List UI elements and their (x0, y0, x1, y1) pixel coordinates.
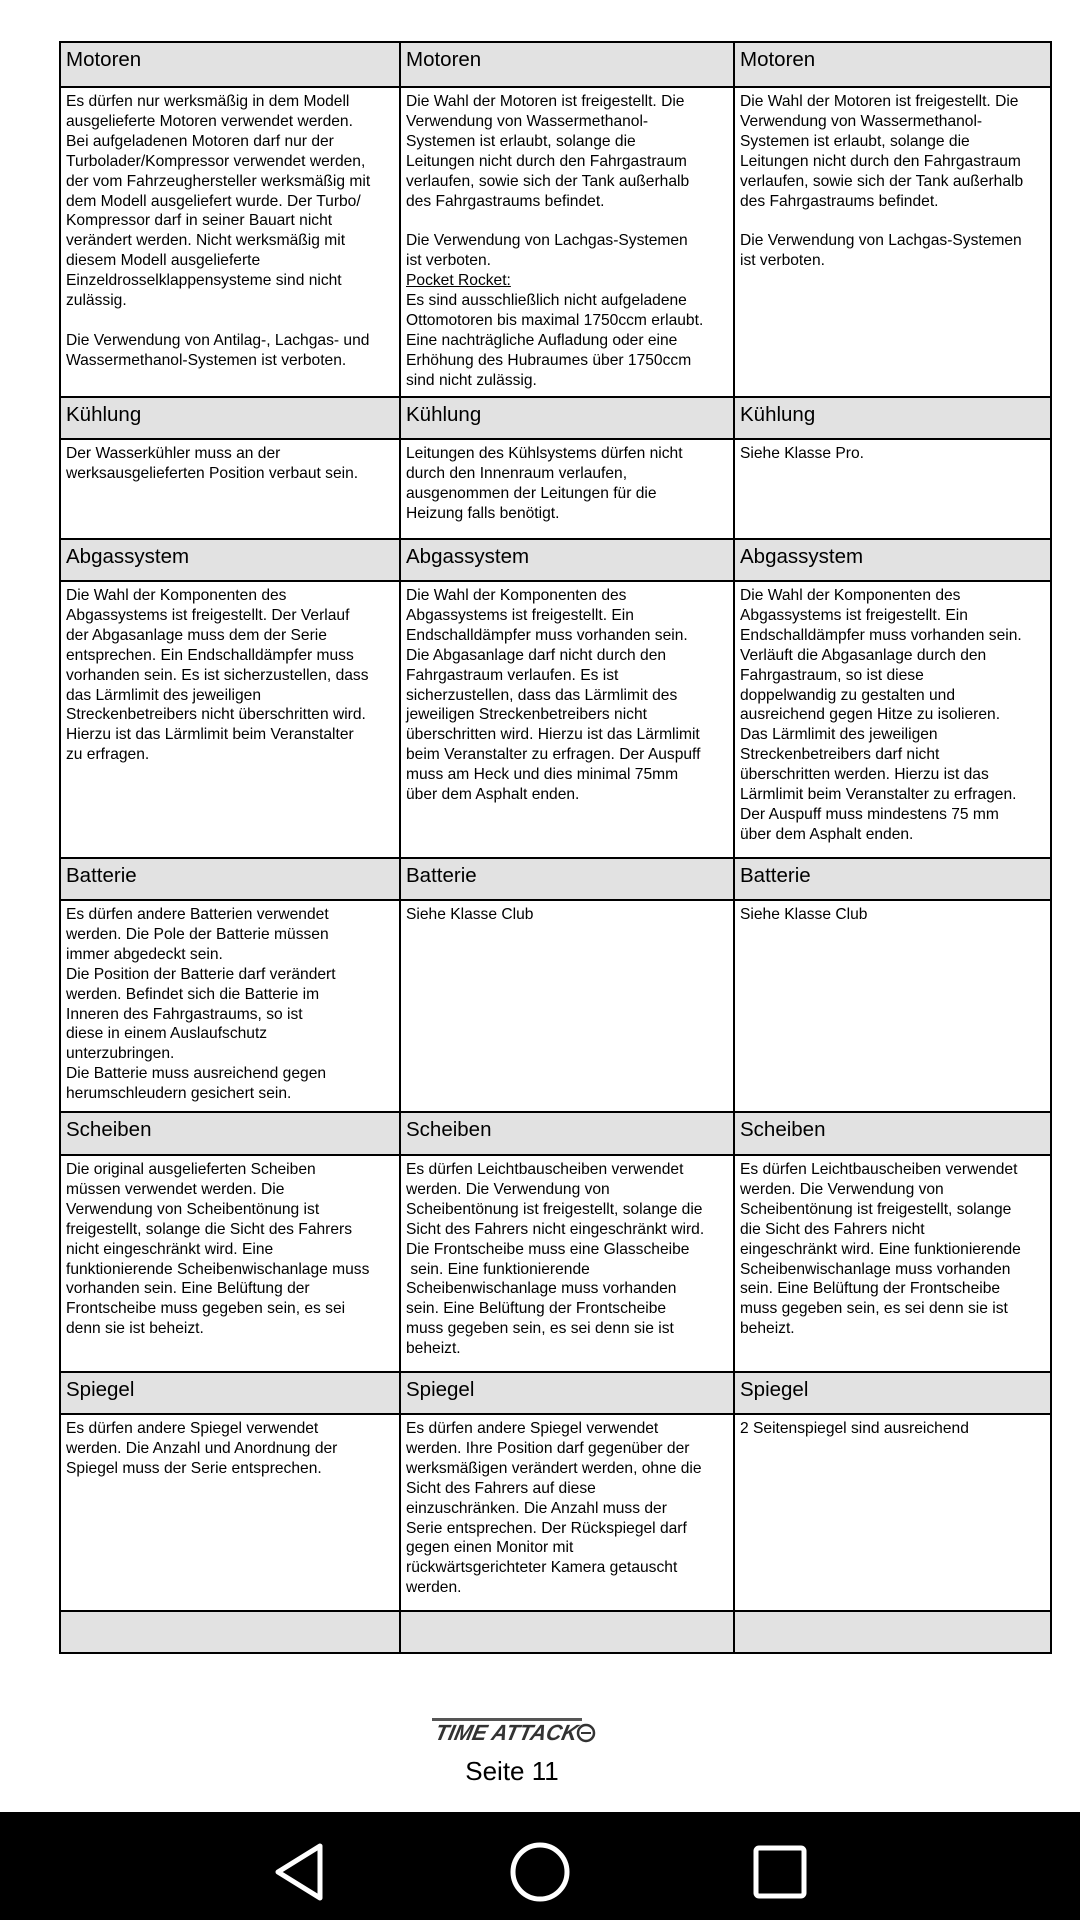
section-title: Kühlung (60, 397, 400, 439)
rule-cell-open: 2 Seitenspiegel sind ausreichend (734, 1414, 1051, 1611)
empty-cell (734, 1611, 1051, 1653)
section-title: Spiegel (400, 1372, 734, 1414)
rules-table (59, 41, 1052, 1654)
section-body-row (60, 87, 1051, 397)
section-header-row (60, 42, 1051, 87)
section-title: Motoren (734, 42, 1051, 87)
android-navigation-bar (0, 1812, 1080, 1920)
section-title: Batterie (60, 858, 400, 900)
section-title: Scheiben (400, 1112, 734, 1155)
rule-cell-open: Siehe Klasse Club (734, 900, 1051, 1112)
rule-cell-pro: Es dürfen Leichtbauscheiben verwendet werden. Die Verwendung von Scheibentönung ist freigestellt, solange die Sicht des Fahrers nicht eingeschränkt wird. Die Frontscheibe muss eine Glasscheibe sein. Eine funktionierende Scheibenwischanlage muss vorhanden sein. Eine Belüftung der Frontscheibe muss gegeben sein, es sei denn sie ist beheizt. (400, 1155, 734, 1372)
section-title: Batterie (400, 858, 734, 900)
rule-cell-pro (400, 87, 734, 397)
section-title: Abgassystem (400, 539, 734, 581)
section-header-row (60, 1372, 1051, 1414)
section-body-row (60, 900, 1051, 1112)
section-title: Motoren (60, 42, 400, 87)
section-title: Abgassystem (60, 539, 400, 581)
section-header-row (60, 1112, 1051, 1155)
section-body-row (60, 1155, 1051, 1372)
empty-row (60, 1611, 1051, 1653)
rule-cell-club: Die original ausgelieferten Scheiben müssen verwendet werden. Die Verwendung von Scheibentönung ist freigestellt, solange die Sicht des Fahrers nicht eingeschränkt wird. Eine funktionierende Scheibenwischanlage muss vorhanden sein. Eine Belüftung der Frontscheibe muss gegeben sein, es sei denn sie ist beheizt. (60, 1155, 400, 1372)
rule-cell-pro: Die Wahl der Komponenten des Abgassystems ist freigestellt. Ein Endschalldämpfer muss vorhanden sein. Die Abgasanlage darf nicht durch den Fahrgastraum verlaufen. Es ist sicherzustellen, dass das Lärmlimit des jeweiligen Streckenbetreibers nicht überschritten wird. Hierzu ist das Lärmlimit beim Veranstalter zu erfragen. Der Auspuff muss am Heck und dies minimal 75mm über dem Asphalt enden. (400, 581, 734, 858)
section-title: Scheiben (734, 1112, 1051, 1155)
time-attack-logo (428, 1712, 596, 1748)
rule-cell-club: Es dürfen nur werksmäßig in dem Modell ausgelieferte Motoren verwendet werden. Bei aufgeladenen Motoren darf nur der Turbolader/Kompressor verwendet werden, der vom Fahrzeughersteller werksmäßig mit dem Modell ausgeliefert wurde. Der Turbo/ Kompressor darf in seiner Bauart nicht verändert werden. Nicht werksmäßig mit diesem Modell ausgelieferte Einzeldrosselklappensysteme sind nicht zulässig. Die Verwendung von Antilag-, Lachgas- und Wassermethanol-Systemen ist verboten. (60, 87, 400, 397)
section-title: Abgassystem (734, 539, 1051, 581)
rule-cell-open: Siehe Klasse Pro. (734, 439, 1051, 539)
rule-cell-pro: Siehe Klasse Club (400, 900, 734, 1112)
section-title: Motoren (400, 42, 734, 87)
rule-cell-club: Der Wasserkühler muss an der werksausgelieferten Position verbaut sein. (60, 439, 400, 539)
rule-cell-open: Die Wahl der Motoren ist freigestellt. Die Verwendung von Wassermethanol- Systemen ist erlaubt, solange die Leitungen nicht durch den Fahrgastraum verlaufen, sowie sich der Tank außerhalb des Fahrgastraums befindet. Die Verwendung von Lachgas-Systemen ist verboten. (734, 87, 1051, 397)
empty-cell (60, 1611, 400, 1653)
pocket-rocket-heading: Pocket Rocket: (406, 272, 511, 290)
section-header-row (60, 539, 1051, 581)
section-title: Spiegel (734, 1372, 1051, 1414)
section-title: Spiegel (60, 1372, 400, 1414)
recents-button[interactable] (748, 1840, 812, 1904)
back-button[interactable] (268, 1840, 332, 1904)
logo-text: TIME ATTACK (432, 1720, 584, 1745)
page-number: Seite 11 (465, 1756, 559, 1786)
rule-cell-open: Es dürfen Leichtbauscheiben verwendet werden. Die Verwendung von Scheibentönung ist freigestellt, solange die Sicht des Fahrers nicht eingeschränkt wird. Eine funktionierende Scheibenwischanlage muss vorhanden sein. Eine Belüftung der Frontscheibe muss gegeben sein, es sei denn sie ist beheizt. (734, 1155, 1051, 1372)
pocket-rocket-text: Es sind ausschließlich nicht aufgeladene Ottomotoren bis maximal 1750ccm erlaubt. Eine nachträgliche Aufladung oder eine Erhöhung des Hubraumes über 1750ccm sind nicht zulässig. (406, 292, 704, 389)
home-circle-icon (508, 1840, 572, 1904)
section-header-row (60, 858, 1051, 900)
section-body-row (60, 581, 1051, 858)
section-title: Scheiben (60, 1112, 400, 1155)
section-title: Batterie (734, 858, 1051, 900)
rule-text: Die Wahl der Motoren ist freigestellt. Die Verwendung von Wassermethanol- Systemen ist erlaubt, solange die Leitungen nicht durch den Fahrgastraum verlaufen, sowie sich der Tank außerhalb des Fahrgastraums befindet. Die Verwendung von Lachgas-Systemen ist verboten. (406, 93, 690, 270)
rule-cell-pro: Leitungen des Kühlsystems dürfen nicht durch den Innenraum verlaufen, ausgenommen der Leitungen für die Heizung falls benötigt. (400, 439, 734, 539)
section-body-row (60, 439, 1051, 539)
rule-cell-club: Es dürfen andere Spiegel verwendet werden. Die Anzahl und Anordnung der Spiegel muss der Serie entsprechen. (60, 1414, 400, 1611)
section-body-row (60, 1414, 1051, 1611)
section-title: Kühlung (734, 397, 1051, 439)
section-header-row (60, 397, 1051, 439)
rule-cell-open: Die Wahl der Komponenten des Abgassystems ist freigestellt. Ein Endschalldämpfer muss vorhanden sein. Verläuft die Abgasanlage durch den Fahrgastraum, so ist diese doppelwandig zu gestalten und ausreichend gegen Hitze zu isolieren. Das Lärmlimit des jeweiligen Streckenbetreibers darf nicht überschritten werden. Hierzu ist das Lärmlimit beim Veranstalter zu erfragen. Der Auspuff muss mindestens 75 mm über dem Asphalt enden. (734, 581, 1051, 858)
empty-cell (400, 1611, 734, 1653)
home-button[interactable] (508, 1840, 572, 1904)
rule-cell-pro: Es dürfen andere Spiegel verwendet werden. Ihre Position darf gegenüber der werksmäßigen verändert werden, ohne die Sicht des Fahrers auf diese einzuschränken. Die Anzahl muss der Serie entsprechen. Der Rückspiegel darf gegen einen Monitor mit rückwärtsgerichteter Kamera getauscht werden. (400, 1414, 734, 1611)
back-triangle-icon (268, 1840, 332, 1904)
section-title: Kühlung (400, 397, 734, 439)
rule-cell-club: Es dürfen andere Batterien verwendet werden. Die Pole der Batterie müssen immer abgedeckt sein. Die Position der Batterie darf verändert werden. Befindet sich die Batterie im Inneren des Fahrgastraums, so ist diese in einem Auslaufschutz unterzubringen. Die Batterie muss ausreichend gegen herumschleudern gesichert sein. (60, 900, 400, 1112)
rule-cell-club: Die Wahl der Komponenten des Abgassystems ist freigestellt. Der Verlauf der Abgasanlage muss dem der Serie entsprechen. Ein Endschalldämpfer muss vorhanden sein. Es ist sicherzustellen, dass das Lärmlimit des jeweiligen Streckenbetreibers nicht überschritten wird. Hierzu ist das Lärmlimit beim Veranstalter zu erfragen. (60, 581, 400, 858)
recents-square-icon (748, 1840, 812, 1904)
